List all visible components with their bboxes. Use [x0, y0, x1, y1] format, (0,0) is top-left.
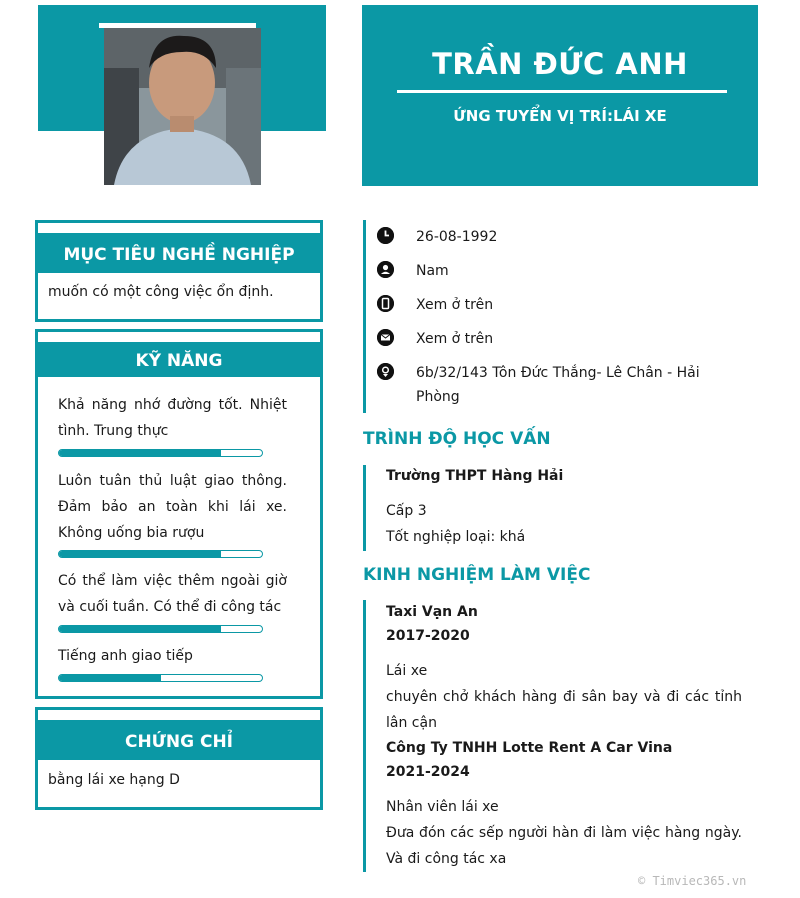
skill-text: Tiếng anh giao tiếp — [58, 648, 193, 664]
education-title: TRÌNH ĐỘ HỌC VẤN — [363, 429, 551, 449]
contact-divider — [363, 220, 366, 413]
birthday-text: 26-08-1992 — [416, 229, 498, 245]
skill-text: Có thể làm việc thêm ngoài giờ và cuối tuần. Có thể đi công tác — [58, 573, 287, 615]
experience-divider — [363, 600, 366, 872]
skills-title: KỸ NĂNG — [38, 342, 320, 377]
company-name: Công Ty TNHH Lotte Rent A Car Vina — [386, 740, 673, 756]
education-level: Cấp 3 — [386, 503, 427, 519]
education-divider — [363, 465, 366, 551]
name-divider — [397, 90, 727, 93]
clock-icon — [377, 227, 394, 244]
objective-title: MỤC TIÊU NGHỀ NGHIỆP — [38, 233, 320, 273]
school-name: Trường THPT Hàng Hải — [386, 468, 564, 484]
gender-text: Nam — [416, 263, 449, 279]
location-icon — [377, 363, 394, 380]
skill-level-bar — [58, 449, 263, 457]
address-text: 6b/32/143 Tôn Đức Thắng- Lê Chân - Hải Phòng — [416, 365, 700, 405]
skills-section — [35, 329, 323, 699]
email-icon — [377, 329, 394, 346]
profile-photo — [104, 28, 261, 185]
watermark: © Timviec365.vn — [638, 874, 747, 888]
applied-position: ỨNG TUYỂN VỊ TRÍ:LÁI XE — [453, 107, 667, 125]
job-role: Nhân viên lái xe — [386, 799, 499, 815]
phone-icon — [377, 295, 394, 312]
skill-level-bar — [58, 674, 263, 682]
skill-text: Khả năng nhớ đường tốt. Nhiệt tình. Trung thực — [58, 397, 287, 439]
skill-level-bar — [58, 550, 263, 558]
job-description: Đưa đón các sếp người hàn đi làm việc hàng ngày. Và đi công tác xa — [386, 825, 742, 867]
education-result: Tốt nghiệp loại: khá — [386, 529, 526, 545]
candidate-name: TRẦN ĐỨC ANH — [432, 47, 688, 81]
user-icon — [377, 261, 394, 278]
email-text: Xem ở trên — [416, 331, 494, 347]
skill-level-bar — [58, 625, 263, 633]
experience-title: KINH NGHIỆM LÀM VIỆC — [363, 565, 591, 585]
job-period: 2017-2020 — [386, 628, 470, 644]
certificates-section — [35, 707, 323, 810]
company-name: Taxi Vạn An — [386, 604, 478, 620]
skill-text: Luôn tuân thủ luật giao thông. Đảm bảo an toàn khi lái xe. Không uống bia rượu — [58, 473, 287, 541]
job-period: 2021-2024 — [386, 764, 470, 780]
certificates-title: CHỨNG CHỈ — [38, 720, 320, 760]
objective-text: muốn có một công việc ổn định. — [48, 284, 274, 300]
objective-section — [35, 220, 323, 322]
header-banner — [362, 5, 758, 186]
phone-text: Xem ở trên — [416, 297, 494, 313]
certificate-text: bằng lái xe hạng D — [48, 772, 180, 788]
job-description: chuyên chở khách hàng đi sân bay và đi các tỉnh lân cận — [386, 689, 742, 731]
job-role: Lái xe — [386, 663, 428, 679]
